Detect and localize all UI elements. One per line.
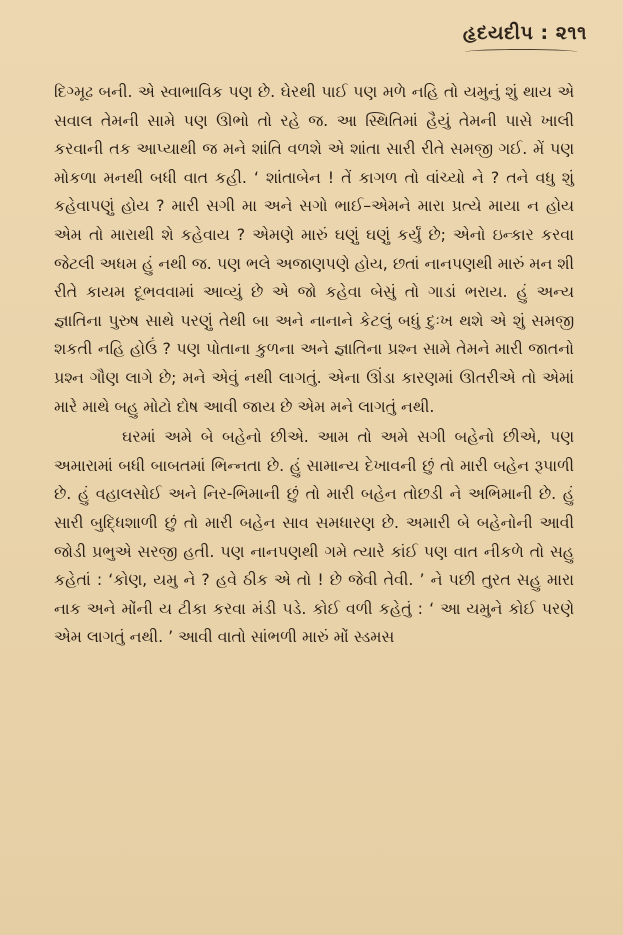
header-underline	[465, 49, 577, 55]
paragraph-2: ઘરમાં અમે બે બહેનો છીએ. આમ તો અમે સગી બહેનો છીએ, પણ અમારામાં બધી બાબતમાં ભિન્નતા છે. હું સામાન્ય દેખાવની છું તો મારી બહેન રૂપાળી છે. હું વહાલસોઈ અને નિર-ભિમાની છું તો મારી બહેન તોછડી ને અભિમાની છે. હું સારી બુદ્ધિશાળી છું તો મારી બહેન સાવ સમધારણ છે. અમારી બે બહેનોની આવી જોડી પ્રભુએ સરજી હતી. પણ નાનપણથી ગમે ત્યારે કાંઈ પણ વાત નીકળે તો સહુ કહેતાં : ‘કોણ, યમુ ને ? હવે ઠીક એ તો ! છે જેવી તેવી. ’ ને પછી તુરત સહુ મારા નાક અને મોંની ય ટીકા કરવા મંડી પડે. કોઈ વળી કહેતું : ‘ આ યમુને કોઈ પરણે એમ લાગતું નથી. ’ આવી વાતો સાંભળી મારું મોં સ્ડમસ	[54, 427, 574, 647]
running-header: હૃદયદીપ : ૨૧૧	[462, 22, 587, 44]
body-text	[54, 78, 574, 652]
paragraph-1: દિગ્મૂઢ બની. એ સ્વાભાવિક પણ છે. ઘેરથી પાઈ પણ મળે નહિ તો યમુનું શું થાય એ સવાલ તેમની સામે પણ ઊભો તો રહે જ. આ સ્થિતિમાં હૈયું તેમની પાસે ખાલી કરવાની તક આપ્યાથી જ મને શાંતિ વળશે એ શાંતા સારી રીતે સમજી ગઈ. મેં પણ મોકળા મનથી બધી વાત કહી. ‘ શાંતાબેન ! તેં કાગળ તો વાંચ્યો ને ? તને વધુ શું કહેવાપણું હોય ? મારી સગી મા અને સગો ભાઈ–એમને મારા પ્રત્યે માયા ન હોય એમ તો મારાથી શે કહેવાય ? એમણે મારું ઘણું ઘણું કર્યું છે; એનો ઇન્કાર કરવા જેટલી અધમ હું નથી જ. પણ ભલે અજાણપણે હોય, છતાં નાનપણથી મારું મન શી રીતે કાયમ દૂભવવામાં આવ્યું છે એ જો કહેવા બેસું તો ગાડાં ભરાય. હું અન્ય જ્ઞાતિના પુરુષ સાથે પરણું તેથી બા અને નાનાને કેટલું બધું દુઃખ થશે એ શું સમજી શકતી નહિ હોઉં ? પણ પોતાના કુળના અને જ્ઞાતિના પ્રશ્ન સામે તેમને મારી જાતનો પ્રશ્ન ગૌણ લાગે છે; મને એવું નથી લાગતું. એના ઊંડા કારણમાં ઊતરીએ તો એમાં મારે માથે બહુ મોટો દોષ આવી જાય છે એમ મને લાગતું નથી.	[54, 82, 574, 416]
